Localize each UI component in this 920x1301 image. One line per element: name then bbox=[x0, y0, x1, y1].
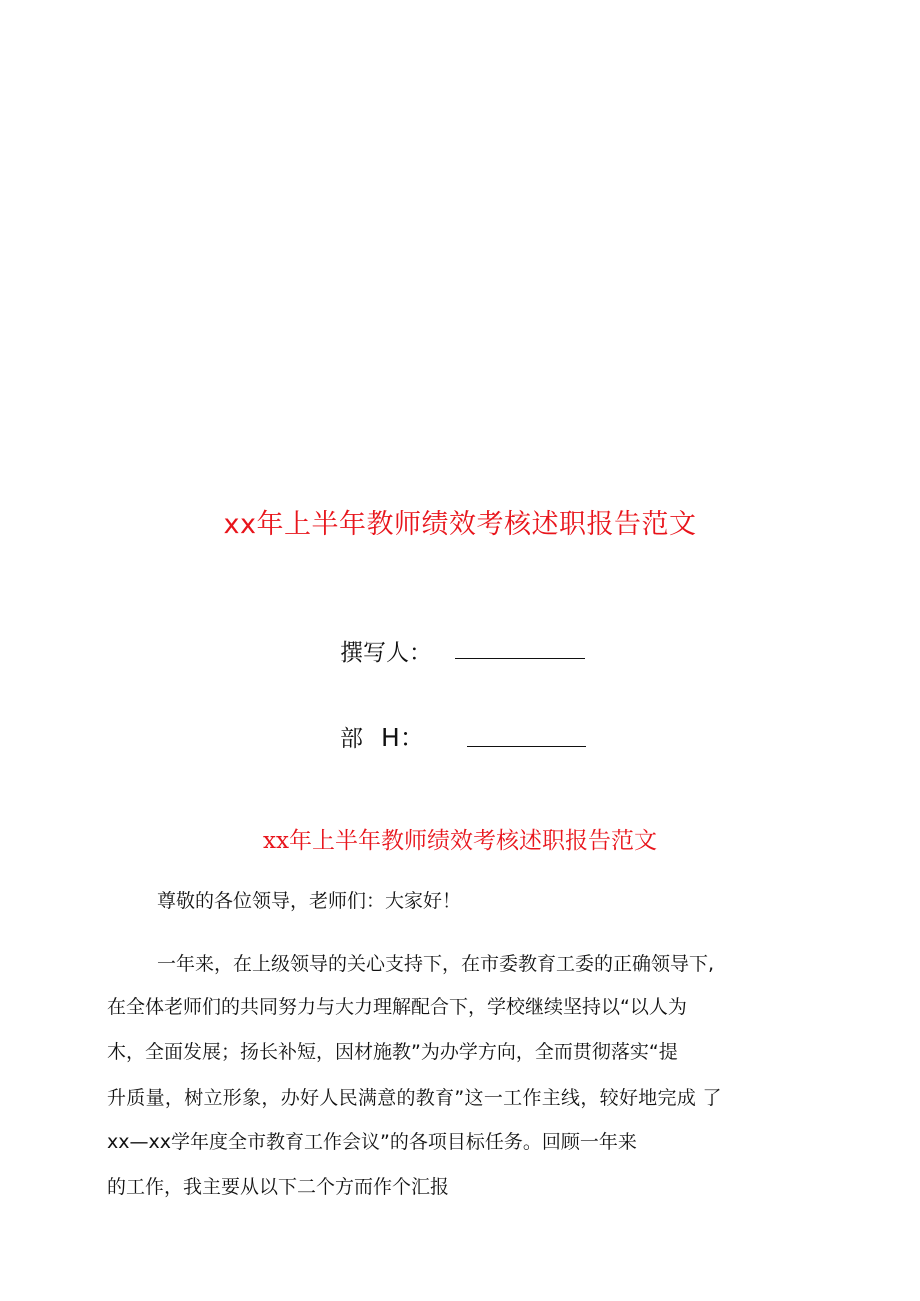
document-title: xx年上半年教师绩效考核述职报告范文 bbox=[263, 828, 657, 854]
greeting: 尊敬的各位领导，老师们：大家好！ bbox=[157, 890, 462, 912]
author-label: 撰写人： bbox=[340, 640, 432, 666]
paragraph-line-6: 的工作，我主要从以下二个方而作个汇报 bbox=[107, 1176, 450, 1198]
paragraph-line-4: 升质量，树立形象，办好人民满意的教育”这一工作主线，较好地完成 了 bbox=[107, 1087, 722, 1109]
paragraph-line-5: xx—xx学年度全市教育工作会议”的各项目标任务。回顾一年来 bbox=[107, 1131, 637, 1153]
dept-label-part1: 部 bbox=[340, 726, 363, 752]
paragraph-line-2: 在全体老师们的共同努力与大力理解配合下，学校继续坚持以“以人为 bbox=[107, 996, 687, 1018]
cover-title: xx年上半年教师绩效考核述职报告范文 bbox=[223, 509, 697, 540]
dept-label-part2: H： bbox=[381, 723, 425, 752]
author-blank-line bbox=[455, 658, 585, 659]
dept-blank-line bbox=[467, 746, 586, 747]
paragraph-line-3: 木，全面发展；扬长补短，因材施教”为办学方向，全而贯彻落实“提 bbox=[107, 1041, 678, 1063]
paragraph-line-1: 一年来，在上级领导的关心支持下，在市委教育工委的正确领导下, bbox=[157, 953, 715, 975]
